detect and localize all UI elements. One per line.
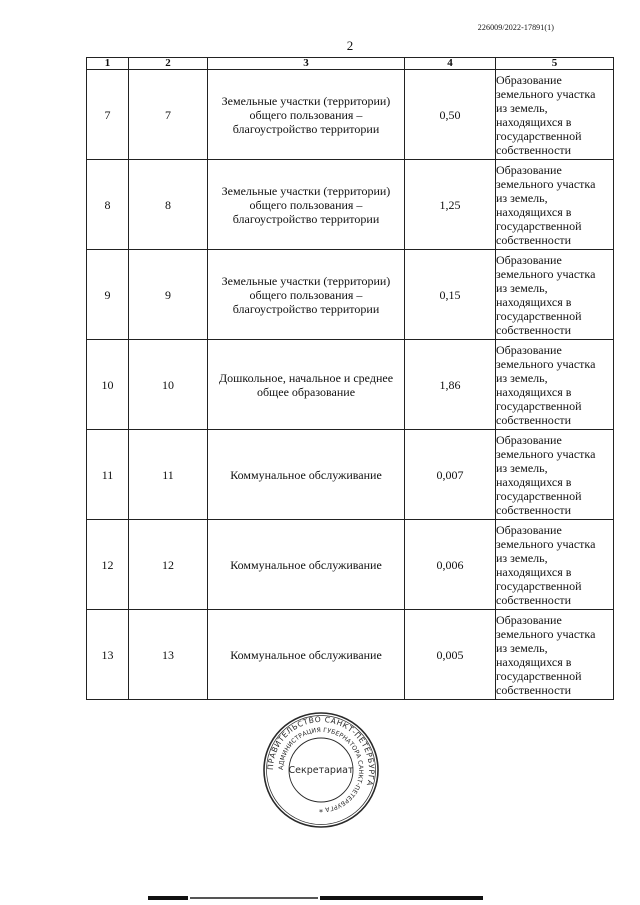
formation-note-line: государственной xyxy=(496,578,582,593)
formation-note-line: Образование xyxy=(496,612,562,627)
formation-note-cell xyxy=(496,610,614,700)
formation-note-line: земельного участка xyxy=(496,356,596,371)
svg-text:Секретариат: Секретариат xyxy=(288,765,354,776)
table-row xyxy=(87,70,614,160)
formation-note-line: земельного участка xyxy=(496,266,596,281)
formation-note-line: государственной xyxy=(496,218,582,233)
plot-number-cell: 11 xyxy=(129,430,208,520)
formation-note-cell xyxy=(496,520,614,610)
permitted-use-cell: Земельные участки (территории) общего пользования – благоустройство территории xyxy=(208,250,405,340)
permitted-use-cell: Земельные участки (территории) общего пользования – благоустройство территории xyxy=(208,70,405,160)
formation-note-line: из земель, xyxy=(496,100,548,115)
formation-note-line: государственной xyxy=(496,398,582,413)
svg-text:АДМИНИСТРАЦИЯ ГУБЕРНАТОРА САНК: АДМИНИСТРАЦИЯ ГУБЕРНАТОРА САНКТ-ПЕТЕРБУРГА xyxy=(277,726,365,813)
formation-note-line: находящихся в xyxy=(496,204,572,219)
formation-note-line: собственности xyxy=(496,412,572,427)
area-cell: 1,86 xyxy=(405,340,496,430)
formation-note-line: находящихся в xyxy=(496,654,572,669)
formation-note-line: находящихся в xyxy=(496,294,572,309)
formation-note-line: земельного участка xyxy=(496,446,596,461)
table-header-cell: 4 xyxy=(405,58,496,70)
formation-note-line: Образование xyxy=(496,72,562,87)
row-number-cell: 8 xyxy=(87,160,129,250)
plot-number-cell: 9 xyxy=(129,250,208,340)
row-number-cell: 11 xyxy=(87,430,129,520)
formation-note-line: из земель, xyxy=(496,280,548,295)
formation-note-line: из земель, xyxy=(496,640,548,655)
permitted-use-cell: Дошкольное, начальное и среднее общее образование xyxy=(208,340,405,430)
permitted-use-cell: Коммунальное обслуживание xyxy=(208,610,405,700)
formation-note-line: собственности xyxy=(496,682,572,697)
formation-note-line: государственной xyxy=(496,128,582,143)
svg-text:*: * xyxy=(319,808,323,817)
plot-number-cell: 8 xyxy=(129,160,208,250)
table-row xyxy=(87,340,614,430)
formation-note-line: из земель, xyxy=(496,460,548,475)
row-number-cell: 10 xyxy=(87,340,129,430)
area-cell: 1,25 xyxy=(405,160,496,250)
table-header-cell: 3 xyxy=(208,58,405,70)
formation-note-line: собственности xyxy=(496,232,572,247)
row-number-cell: 13 xyxy=(87,610,129,700)
area-cell: 0,15 xyxy=(405,250,496,340)
formation-note-cell xyxy=(496,340,614,430)
permitted-use-cell: Коммунальное обслуживание xyxy=(208,520,405,610)
formation-note-cell xyxy=(496,160,614,250)
table-row xyxy=(87,250,614,340)
row-number-cell: 9 xyxy=(87,250,129,340)
formation-note-line: земельного участка xyxy=(496,536,596,551)
formation-note-line: из земель, xyxy=(496,190,548,205)
area-cell: 0,50 xyxy=(405,70,496,160)
formation-note-line: собственности xyxy=(496,142,572,157)
table-row xyxy=(87,430,614,520)
table-row xyxy=(87,160,614,250)
formation-note-line: Образование xyxy=(496,252,562,267)
row-number-cell: 7 xyxy=(87,70,129,160)
table-header-cell: 1 xyxy=(87,58,129,70)
formation-note-line: собственности xyxy=(496,592,572,607)
page-number: 2 xyxy=(346,38,354,53)
formation-note-line: из земель, xyxy=(496,370,548,385)
formation-note-line: из земель, xyxy=(496,550,548,565)
official-seal xyxy=(262,711,380,829)
formation-note-cell xyxy=(496,430,614,520)
formation-note-line: находящихся в xyxy=(496,114,572,129)
row-number-cell: 12 xyxy=(87,520,129,610)
svg-text:ПРАВИТЕЛЬСТВО САНКТ-ПЕТЕРБУРГА: ПРАВИТЕЛЬСТВО САНКТ-ПЕТЕРБУРГА xyxy=(265,714,377,788)
formation-note-line: земельного участка xyxy=(496,626,596,641)
formation-note-cell xyxy=(496,70,614,160)
formation-note-line: государственной xyxy=(496,488,582,503)
formation-note-line: собственности xyxy=(496,502,572,517)
formation-note-line: земельного участка xyxy=(496,86,596,101)
plot-number-cell: 7 xyxy=(129,70,208,160)
table-header-cell: 2 xyxy=(129,58,208,70)
formation-note-line: земельного участка xyxy=(496,176,596,191)
land-plots-table xyxy=(86,57,614,700)
plot-number-cell: 13 xyxy=(129,610,208,700)
plot-number-cell: 12 xyxy=(129,520,208,610)
area-cell: 0,007 xyxy=(405,430,496,520)
table-header-row xyxy=(87,58,614,70)
table-header-cell: 5 xyxy=(496,58,614,70)
area-cell: 0,005 xyxy=(405,610,496,700)
formation-note-cell xyxy=(496,250,614,340)
formation-note-line: Образование xyxy=(496,162,562,177)
footer-barcode-line xyxy=(148,896,483,901)
formation-note-line: находящихся в xyxy=(496,384,572,399)
document-id: 226009/2022-17891(1) xyxy=(477,23,554,32)
formation-note-line: Образование xyxy=(496,432,562,447)
plot-number-cell: 10 xyxy=(129,340,208,430)
permitted-use-cell: Коммунальное обслуживание xyxy=(208,430,405,520)
table-row xyxy=(87,610,614,700)
formation-note-line: государственной xyxy=(496,308,582,323)
permitted-use-cell: Земельные участки (территории) общего пользования – благоустройство территории xyxy=(208,160,405,250)
formation-note-line: Образование xyxy=(496,522,562,537)
table-row xyxy=(87,520,614,610)
formation-note-line: собственности xyxy=(496,322,572,337)
formation-note-line: находящихся в xyxy=(496,564,572,579)
area-cell: 0,006 xyxy=(405,520,496,610)
formation-note-line: находящихся в xyxy=(496,474,572,489)
formation-note-line: Образование xyxy=(496,342,562,357)
formation-note-line: государственной xyxy=(496,668,582,683)
